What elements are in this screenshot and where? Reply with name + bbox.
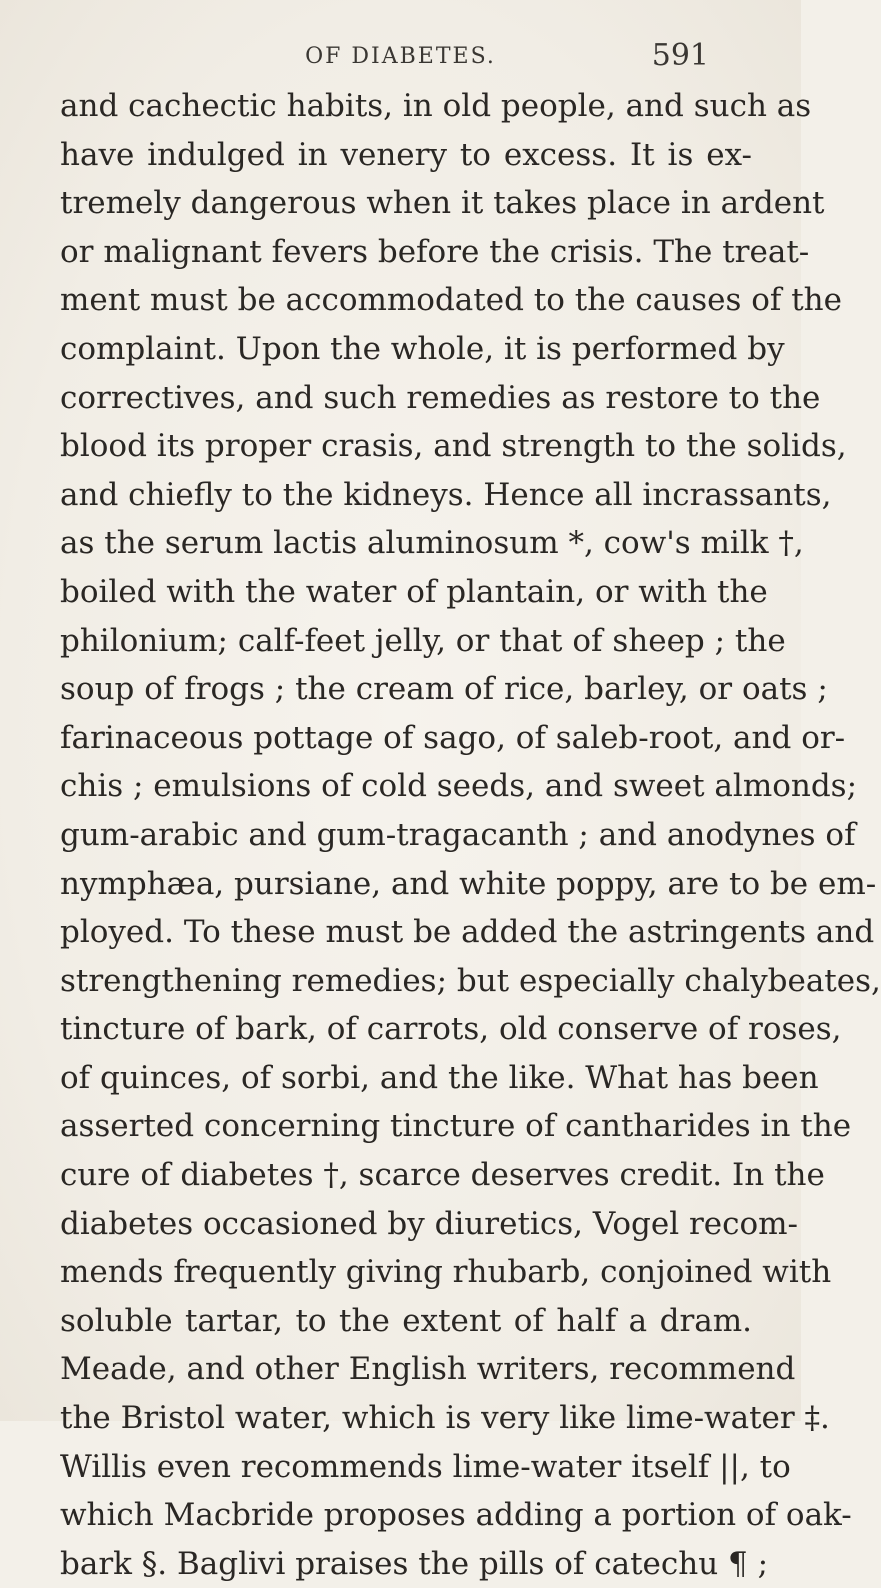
- running-head: [0, 38, 801, 78]
- text-line: tincture of bark, of carrots, old conserve of roses,: [60, 1011, 842, 1048]
- text-line: Willis even recommends lime-water itself ||, to: [60, 1448, 791, 1485]
- text-line: soup of frogs ; the cream of rice, barley, or oats ;: [60, 671, 828, 708]
- text-line: have indulged in venery to excess. It is ex-: [60, 136, 752, 173]
- text-line: tremely dangerous when it takes place in ardent: [60, 185, 825, 222]
- text-line: diabetes occasioned by diuretics, Vogel recom-: [60, 1205, 799, 1242]
- text-line: gum-arabic and gum-tragacanth ; and anodynes of: [60, 816, 856, 853]
- text-line: chis ; emulsions of cold seeds, and sweet almonds;: [60, 768, 858, 805]
- text-line: nymphæa, pursiane, and white poppy, are to be em-: [60, 865, 877, 902]
- text-line: complaint. Upon the whole, it is performed by: [60, 330, 785, 367]
- text-line: as the serum lactis aluminosum *, cow's milk †,: [60, 525, 804, 562]
- body-text: [60, 82, 881, 1588]
- text-line: philonium; calf-feet jelly, or that of sheep ; the: [60, 622, 786, 659]
- text-line: ment must be accommodated to the causes of the: [60, 282, 842, 319]
- text-line: the Bristol water, which is very like lime-water ‡.: [60, 1400, 830, 1437]
- text-line: and chiefly to the kidneys. Hence all incrassants,: [60, 476, 832, 513]
- page-number: 591: [651, 38, 709, 73]
- text-line: farinaceous pottage of sago, of saleb-root, and or-: [60, 719, 846, 756]
- text-line: ployed. To these must be added the astringents and: [60, 914, 875, 951]
- text-line: of quinces, of sorbi, and the like. What has been: [60, 1059, 819, 1096]
- text-line: strengthening remedies; but especially chalybeates,: [60, 962, 881, 999]
- text-line: and cachectic habits, in old people, and such as: [60, 88, 812, 124]
- text-line: cure of diabetes †, scarce deserves credit. In the: [60, 1157, 825, 1194]
- text-line: Meade, and other English writers, recommend: [60, 1351, 796, 1388]
- text-line: or malignant fevers before the crisis. The treat-: [60, 233, 810, 270]
- text-line: boiled with the water of plantain, or with the: [60, 573, 768, 610]
- text-line: bark §. Baglivi praises the pills of catechu ¶ ;: [60, 1545, 769, 1582]
- text-line: correctives, and such remedies as restore to the: [60, 379, 821, 416]
- running-head-title: OF DIABETES.: [305, 44, 496, 69]
- text-line: blood its proper crasis, and strength to the solids,: [60, 428, 847, 465]
- text-line: which Macbride proposes adding a portion of oak-: [60, 1497, 852, 1534]
- text-line: asserted concerning tincture of cantharides in the: [60, 1108, 852, 1145]
- text-line: soluble tartar, to the extent of half a dram.: [60, 1302, 752, 1339]
- text-line: mends frequently giving rhubarb, conjoined with: [60, 1254, 832, 1291]
